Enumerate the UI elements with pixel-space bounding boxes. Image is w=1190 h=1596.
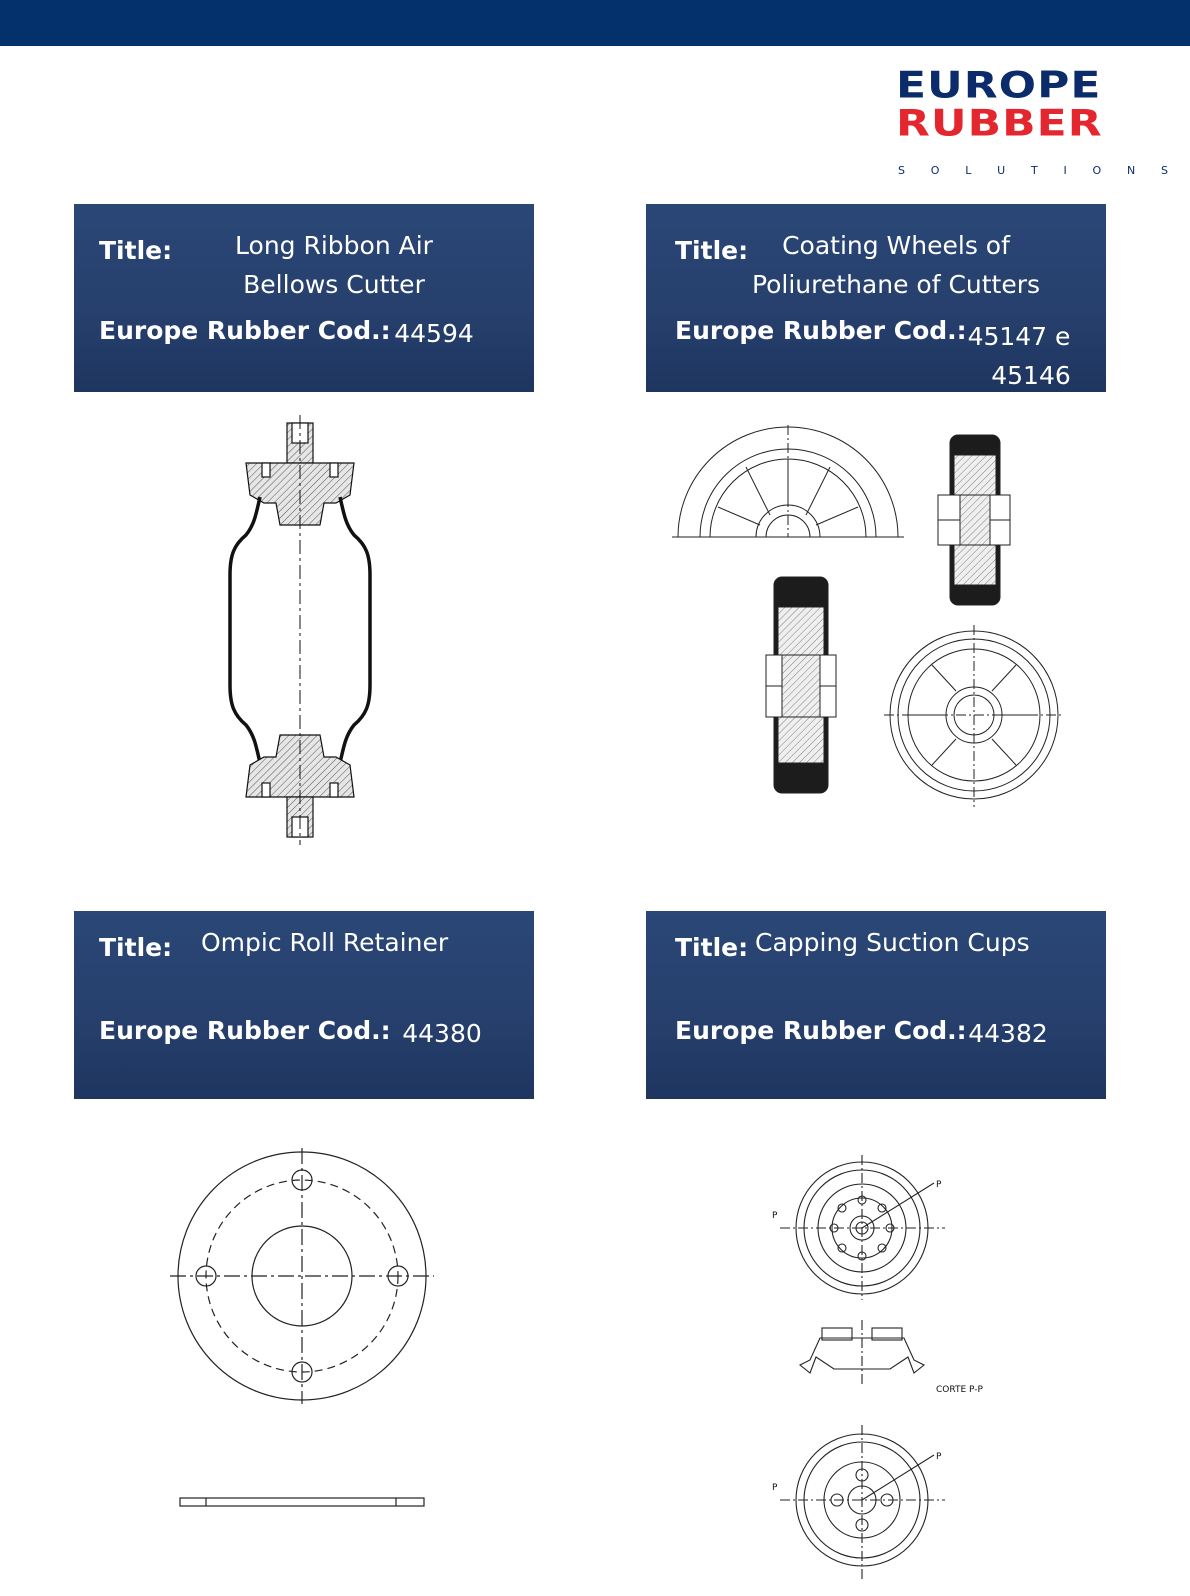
code-label: Europe Rubber Cod.: (99, 316, 391, 345)
p-label: P (772, 1483, 778, 1493)
product-title: Ompic Roll Retainer (201, 928, 449, 957)
product-card-air-bellows (74, 204, 534, 392)
title-label: Title: (99, 933, 173, 962)
product-code: 44382 (968, 1019, 1048, 1048)
europe-rubber-logo (896, 66, 1174, 184)
section-label: CORTE P-P (936, 1385, 983, 1395)
air-bellows-drawing (220, 415, 380, 845)
code-label: Europe Rubber Cod.: (675, 316, 967, 345)
p-label: P (936, 1452, 942, 1462)
title-label: Title: (675, 933, 749, 962)
product-title-line2: Bellows Cutter (243, 270, 425, 299)
title-label: Title: (99, 236, 173, 265)
product-card-coating-wheels (646, 204, 1106, 392)
logo-rubber: RUBBER (896, 102, 1103, 145)
p-label: P (936, 1180, 942, 1190)
product-title-line1: Coating Wheels of (782, 231, 1010, 260)
top-bar (0, 0, 1190, 46)
p-label: P (772, 1211, 778, 1221)
product-card-suction-cups (646, 911, 1106, 1099)
logo-solutions: S O L U T I O N S (898, 164, 1168, 177)
code-label: Europe Rubber Cod.: (99, 1016, 391, 1045)
product-code: 44380 (402, 1019, 482, 1048)
product-code-line2: 45146 (991, 361, 1071, 390)
product-code-line1: 45147 e (967, 322, 1071, 351)
logo-europe: EUROPE (896, 64, 1102, 107)
product-title-line1: Long Ribbon Air (235, 231, 433, 260)
title-label: Title: (675, 236, 749, 265)
product-code: 44594 (394, 319, 474, 348)
product-title: Capping Suction Cups (755, 928, 1030, 957)
product-card-roll-retainer (74, 911, 534, 1099)
roll-retainer-drawing (166, 1148, 436, 1518)
coating-wheels-drawing (670, 425, 1090, 825)
code-label: Europe Rubber Cod.: (675, 1016, 967, 1045)
product-title-line2: Poliurethane of Cutters (751, 270, 1041, 299)
suction-cups-drawing (770, 1155, 990, 1595)
